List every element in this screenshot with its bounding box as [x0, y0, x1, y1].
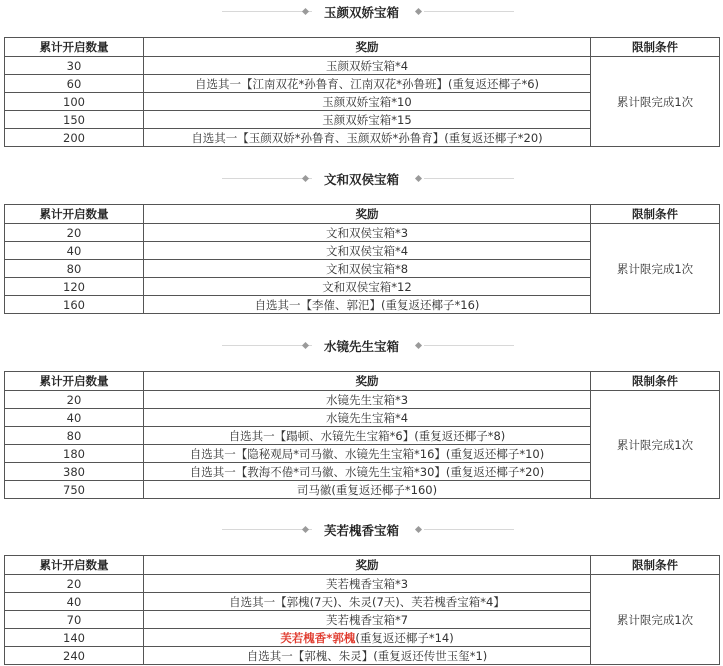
table-header-row [5, 372, 720, 391]
reward-cell: 文和双侯宝箱*4 [144, 242, 591, 260]
divider-right [424, 345, 514, 346]
reward-cell: 自选其一【江南双花*孙鲁育、江南双花*孙鲁班】(重复返还椰子*6) [144, 75, 591, 93]
count-cell: 750 [5, 481, 144, 499]
reward-cell: 自选其一【郭槐、朱灵】(重复返还传世玉玺*1) [144, 647, 591, 665]
table-header-row [5, 205, 720, 224]
count-cell: 240 [5, 647, 144, 665]
table-row [5, 391, 720, 409]
reward-cell: 玉颜双娇宝箱*15 [144, 111, 591, 129]
count-cell: 70 [5, 611, 144, 629]
count-cell: 150 [5, 111, 144, 129]
reward-table-1 [4, 37, 720, 147]
limit-cell: 累计限完成1次 [591, 57, 720, 147]
count-cell: 200 [5, 129, 144, 147]
reward-cell: 玉颜双娇宝箱*4 [144, 57, 591, 75]
reward-cell: 芙若槐香宝箱*7 [144, 611, 591, 629]
section-title-text: 芙若槐香宝箱 [323, 523, 399, 538]
count-cell: 120 [5, 278, 144, 296]
header-reward: 奖励 [144, 372, 591, 391]
header-limit: 限制条件 [591, 556, 720, 575]
table-header-row [5, 556, 720, 575]
header-count: 累计开启数量 [5, 372, 144, 391]
header-reward: 奖励 [144, 38, 591, 57]
reward-cell: 水镜先生宝箱*4 [144, 409, 591, 427]
limit-cell: 累计限完成1次 [591, 391, 720, 499]
count-cell: 80 [5, 260, 144, 278]
divider-right [424, 11, 514, 12]
reward-cell: 自选其一【教海不倦*司马徽、水镜先生宝箱*30】(重复返还椰子*20) [144, 463, 591, 481]
section-title-text: 玉颜双娇宝箱 [323, 5, 399, 20]
header-count: 累计开启数量 [5, 556, 144, 575]
count-cell: 180 [5, 445, 144, 463]
reward-cell: 司马徽(重复返还椰子*160) [144, 481, 591, 499]
count-cell: 40 [5, 409, 144, 427]
divider-right [424, 529, 514, 530]
header-count: 累计开启数量 [5, 205, 144, 224]
count-cell: 160 [5, 296, 144, 314]
reward-suffix: (重复返还椰子*14) [355, 630, 454, 645]
reward-highlight: 芙若槐香*郭槐 [280, 630, 356, 645]
reward-cell: 自选其一【玉颜双娇*孙鲁育、玉颜双娇*孙鲁育】(重复返还椰子*20) [144, 129, 591, 147]
reward-cell: 文和双侯宝箱*3 [144, 224, 591, 242]
reward-cell [144, 629, 591, 647]
table-row [5, 575, 720, 593]
section-title-text: 文和双侯宝箱 [323, 172, 399, 187]
reward-cell: 自选其一【隐秘观局*司马徽、水镜先生宝箱*16】(重复返还椰子*10) [144, 445, 591, 463]
section-title-3 [0, 335, 723, 357]
divider-right [424, 178, 514, 179]
table-row [5, 224, 720, 242]
count-cell: 30 [5, 57, 144, 75]
count-cell: 100 [5, 93, 144, 111]
section-title-1 [0, 1, 723, 23]
section-title-2 [0, 168, 723, 190]
count-cell: 20 [5, 575, 144, 593]
reward-cell: 自选其一【蹋顿、水镜先生宝箱*6】(重复返还椰子*8) [144, 427, 591, 445]
limit-cell: 累计限完成1次 [591, 224, 720, 314]
reward-cell: 自选其一【李傕、郭汜】(重复返还椰子*16) [144, 296, 591, 314]
limit-cell: 累计限完成1次 [591, 575, 720, 665]
section-title-4 [0, 519, 723, 541]
reward-cell: 自选其一【郭槐(7天)、朱灵(7天)、芙若槐香宝箱*4】 [144, 593, 591, 611]
reward-table-4 [4, 555, 720, 665]
count-cell: 380 [5, 463, 144, 481]
header-reward: 奖励 [144, 556, 591, 575]
count-cell: 80 [5, 427, 144, 445]
reward-table-3 [4, 371, 720, 499]
reward-cell: 芙若槐香宝箱*3 [144, 575, 591, 593]
reward-cell: 玉颜双娇宝箱*10 [144, 93, 591, 111]
count-cell: 20 [5, 224, 144, 242]
count-cell: 40 [5, 242, 144, 260]
header-reward: 奖励 [144, 205, 591, 224]
count-cell: 140 [5, 629, 144, 647]
reward-table-2 [4, 204, 720, 314]
header-limit: 限制条件 [591, 372, 720, 391]
count-cell: 40 [5, 593, 144, 611]
table-header-row [5, 38, 720, 57]
header-limit: 限制条件 [591, 205, 720, 224]
reward-cell: 水镜先生宝箱*3 [144, 391, 591, 409]
count-cell: 20 [5, 391, 144, 409]
header-limit: 限制条件 [591, 38, 720, 57]
reward-cell: 文和双侯宝箱*12 [144, 278, 591, 296]
count-cell: 60 [5, 75, 144, 93]
section-title-text: 水镜先生宝箱 [323, 339, 399, 354]
reward-cell: 文和双侯宝箱*8 [144, 260, 591, 278]
table-row [5, 57, 720, 75]
header-count: 累计开启数量 [5, 38, 144, 57]
